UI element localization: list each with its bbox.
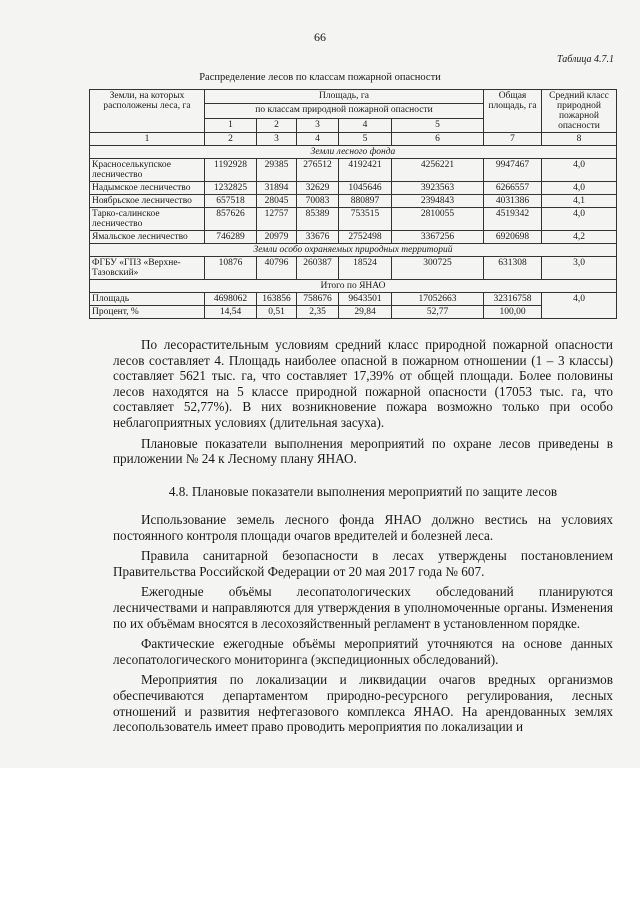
row-name: Ноябрьское лесничество bbox=[90, 195, 205, 208]
header-area: Площадь, га bbox=[205, 90, 484, 104]
class-number: 5 bbox=[392, 118, 484, 132]
row-name: Ямальское лесничество bbox=[90, 231, 205, 244]
cell-class-3: 2,35 bbox=[297, 306, 339, 319]
cell-class-3: 85389 bbox=[297, 208, 339, 231]
cell-total: 6920698 bbox=[484, 231, 542, 244]
cell-class-4: 753515 bbox=[339, 208, 392, 231]
cell-avg: 4,0 bbox=[542, 208, 617, 231]
cell-class-1: 10876 bbox=[205, 257, 257, 280]
cell-class-5: 300725 bbox=[392, 257, 484, 280]
table-row bbox=[90, 182, 617, 195]
cell-class-2: 12757 bbox=[257, 208, 297, 231]
paragraph: Использование земель лесного фонда ЯНАО должно вестись на условиях постоянного контроля площади очагов вредителей и болезней леса. bbox=[113, 512, 613, 543]
cell-class-4: 4192421 bbox=[339, 159, 392, 182]
table-caption: Распределение лесов по классам пожарной опасности bbox=[199, 72, 441, 83]
table-row bbox=[90, 195, 617, 208]
cell-class-3: 70083 bbox=[297, 195, 339, 208]
section-title: Земли лесного фонда bbox=[90, 146, 617, 159]
table-row-area bbox=[90, 293, 617, 306]
cell-avg: 4,0 bbox=[542, 293, 617, 319]
row-name: Надымское лесничество bbox=[90, 182, 205, 195]
cell-class-1: 14,54 bbox=[205, 306, 257, 319]
cell-class-3: 276512 bbox=[297, 159, 339, 182]
section-title: Земли особо охраняемых природных территорий bbox=[90, 244, 617, 257]
cell-class-1: 1232825 bbox=[205, 182, 257, 195]
cell-total: 100,00 bbox=[484, 306, 542, 319]
section-row-forest bbox=[90, 146, 617, 159]
table-row-percent bbox=[90, 306, 617, 319]
cell-class-2: 20979 bbox=[257, 231, 297, 244]
class-number: 4 bbox=[339, 118, 392, 132]
body-text-block-1 bbox=[113, 337, 613, 467]
cell-class-5: 2810055 bbox=[392, 208, 484, 231]
cell-avg: 4,0 bbox=[542, 182, 617, 195]
header-by-class: по классам природной пожарной опасности bbox=[205, 104, 484, 118]
cell-class-4: 29,84 bbox=[339, 306, 392, 319]
cell-class-4: 1045646 bbox=[339, 182, 392, 195]
cell-class-5: 17052663 bbox=[392, 293, 484, 306]
cell-class-2: 28045 bbox=[257, 195, 297, 208]
table-header-row bbox=[90, 90, 617, 104]
paragraph: Мероприятия по локализации и ликвидации очагов вредных организмов обеспечиваются департаментом природно-ресурсного регулирования, лесных отношений и развития нефтегазового комплекса ЯНАО. На арендованных землях лесопользователь имеет право проводить мероприятия по локализации и bbox=[113, 672, 613, 735]
cell-total: 6266557 bbox=[484, 182, 542, 195]
class-number: 1 bbox=[205, 118, 257, 132]
column-number: 8 bbox=[542, 133, 617, 146]
cell-class-5: 2394843 bbox=[392, 195, 484, 208]
class-number: 3 bbox=[297, 118, 339, 132]
cell-class-1: 746289 bbox=[205, 231, 257, 244]
cell-class-2: 0,51 bbox=[257, 306, 297, 319]
column-number: 6 bbox=[392, 133, 484, 146]
row-name: Тарко-салинское лесничество bbox=[90, 208, 205, 231]
table-row bbox=[90, 231, 617, 244]
section-title: Итого по ЯНАО bbox=[90, 280, 617, 293]
cell-total: 631308 bbox=[484, 257, 542, 280]
column-number: 7 bbox=[484, 133, 542, 146]
row-name: Красноселькупское лесничество bbox=[90, 159, 205, 182]
table-row bbox=[90, 159, 617, 182]
cell-class-1: 657518 bbox=[205, 195, 257, 208]
section-heading: 4.8. Плановые показатели выполнения мероприятий по защите лесов bbox=[168, 484, 558, 499]
cell-total: 32316758 bbox=[484, 293, 542, 306]
row-name: Площадь bbox=[90, 293, 205, 306]
cell-avg: 4,0 bbox=[542, 159, 617, 182]
cell-class-3: 32629 bbox=[297, 182, 339, 195]
column-number: 5 bbox=[339, 133, 392, 146]
column-number: 4 bbox=[297, 133, 339, 146]
column-number-row bbox=[90, 133, 617, 146]
cell-class-5: 3923563 bbox=[392, 182, 484, 195]
cell-class-5: 3367256 bbox=[392, 231, 484, 244]
class-number: 2 bbox=[257, 118, 297, 132]
cell-class-2: 31894 bbox=[257, 182, 297, 195]
cell-class-3: 33676 bbox=[297, 231, 339, 244]
cell-class-5: 4256221 bbox=[392, 159, 484, 182]
cell-class-2: 163856 bbox=[257, 293, 297, 306]
cell-total: 4031386 bbox=[484, 195, 542, 208]
cell-total: 4519342 bbox=[484, 208, 542, 231]
paragraph: Фактические ежегодные объёмы мероприятий уточняются на основе данных лесопатологического мониторинга (экспедиционных обследований). bbox=[113, 636, 613, 667]
paragraph: Плановые показатели выполнения мероприятий по охране лесов приведены в приложении № 24 к Лесному плану ЯНАО. bbox=[113, 435, 613, 467]
cell-class-1: 857626 bbox=[205, 208, 257, 231]
table-row bbox=[90, 208, 617, 231]
cell-avg: 3,0 bbox=[542, 257, 617, 280]
cell-total: 9947467 bbox=[484, 159, 542, 182]
cell-class-4: 9643501 bbox=[339, 293, 392, 306]
page-number: 66 bbox=[314, 30, 326, 44]
cell-class-4: 880897 bbox=[339, 195, 392, 208]
fire-danger-table bbox=[89, 89, 617, 319]
column-number: 2 bbox=[205, 133, 257, 146]
cell-class-4: 18524 bbox=[339, 257, 392, 280]
cell-class-4: 2752498 bbox=[339, 231, 392, 244]
section-row-total bbox=[90, 280, 617, 293]
paragraph: Ежегодные объёмы лесопатологических обследований планируются лесничествами и направляются для утверждения в уполномоченные органы. Изменения по их объёмам вносятся в лесохозяйственный регламент в установленном порядке. bbox=[113, 584, 613, 631]
paragraph: По лесорастительным условиям средний класс природной пожарной опасности лесов составляет 4. Площадь наиболее опасной в пожарном отношении (1 – 3 классы) составляет 5621 тыс. га, что составляет 17,39% от общей площади. Более половины лесов находятся на 5 классе природной пожарной опасности (17053 тыс. га, что составляет 52,77%). В них возникновение пожара возможно только при особо неблагоприятных условиях (длительная засуха). bbox=[113, 337, 613, 430]
row-name: Процент, % bbox=[90, 306, 205, 319]
header-total: Общая площадь, га bbox=[484, 90, 542, 133]
body-text-block-2 bbox=[113, 512, 613, 735]
cell-class-5: 52,77 bbox=[392, 306, 484, 319]
cell-avg: 4,2 bbox=[542, 231, 617, 244]
section-row-protected bbox=[90, 244, 617, 257]
cell-class-2: 40796 bbox=[257, 257, 297, 280]
table-row bbox=[90, 257, 617, 280]
header-avg: Средний класс природной пожарной опасности bbox=[542, 90, 617, 133]
cell-class-3: 260387 bbox=[297, 257, 339, 280]
column-number: 1 bbox=[90, 133, 205, 146]
row-name: ФГБУ «ГПЗ «Верхне-Тазовский» bbox=[90, 257, 205, 280]
cell-class-1: 1192928 bbox=[205, 159, 257, 182]
cell-avg: 4,1 bbox=[542, 195, 617, 208]
header-lands: Земли, на которых расположены леса, га bbox=[90, 90, 205, 133]
paragraph: Правила санитарной безопасности в лесах утверждены постановлением Правительства Российской Федерации от 20 мая 2017 года № 607. bbox=[113, 548, 613, 579]
cell-class-2: 29385 bbox=[257, 159, 297, 182]
column-number: 3 bbox=[257, 133, 297, 146]
table-label: Таблица 4.7.1 bbox=[557, 54, 614, 65]
cell-class-3: 758676 bbox=[297, 293, 339, 306]
cell-class-1: 4698062 bbox=[205, 293, 257, 306]
